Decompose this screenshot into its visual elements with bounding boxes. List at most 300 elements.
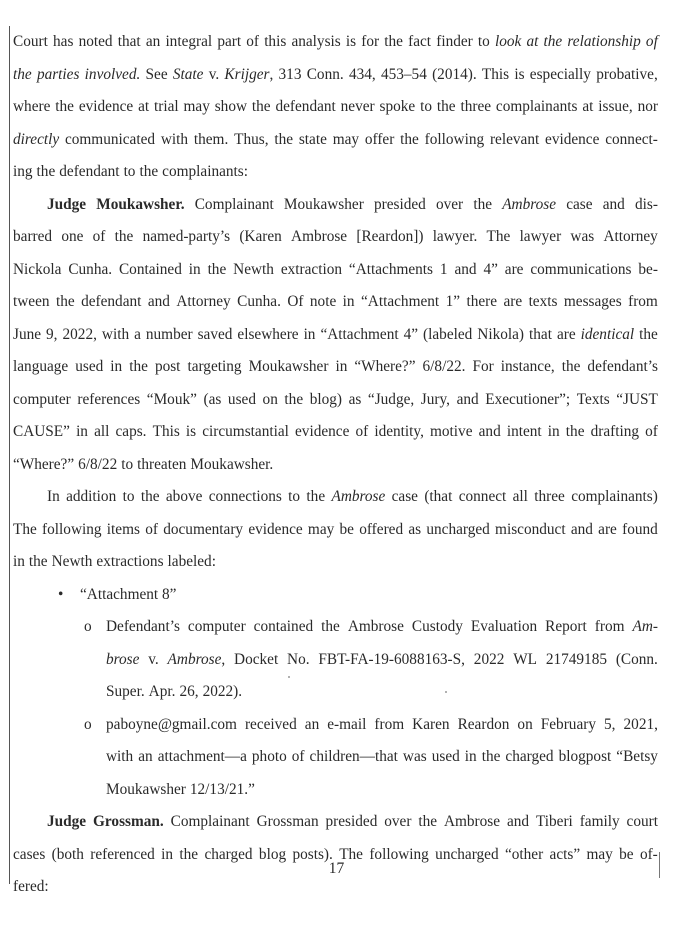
word: that [529, 325, 552, 343]
text-line [13, 422, 658, 455]
text-line [13, 97, 658, 130]
word: Jury, [420, 390, 450, 408]
word: case [566, 195, 593, 213]
word: where [13, 98, 51, 115]
word: “Where?” [354, 358, 416, 375]
word: one [61, 228, 84, 245]
word: are [503, 293, 523, 310]
word: parties [36, 65, 80, 83]
word: connect [458, 488, 507, 505]
word: was [570, 228, 595, 245]
word: of [92, 228, 106, 245]
word: complainants) [571, 488, 658, 505]
word: Grossman [256, 813, 319, 830]
word: has [53, 33, 74, 50]
word: may [307, 520, 335, 538]
word: 4” [403, 325, 419, 343]
word: analysis [291, 33, 341, 50]
page-number: 17 [328, 860, 345, 877]
word: lawyer. [432, 228, 478, 245]
document-body [13, 32, 658, 910]
text-line [13, 292, 658, 325]
word: the [140, 488, 160, 505]
word: evidence [545, 130, 600, 148]
scan-speck [288, 676, 290, 678]
word: 4” [483, 260, 498, 278]
word: saved [197, 325, 233, 343]
word: trial [153, 98, 179, 115]
word: in [335, 358, 348, 375]
text-line [13, 455, 658, 488]
text-line [13, 357, 658, 390]
word: at [582, 98, 594, 115]
word: fact [408, 33, 432, 50]
word: on [517, 715, 533, 733]
word: Nickola [13, 260, 62, 278]
word: of [291, 748, 305, 765]
word: 453–54 [380, 65, 427, 83]
word: Moukawsher [106, 780, 186, 798]
word: named-party’s [142, 228, 231, 245]
word: all [512, 488, 528, 505]
word: note [309, 293, 337, 310]
word: in [13, 553, 25, 570]
word: Custody [411, 618, 463, 635]
word: 9, [46, 325, 58, 343]
word: three [460, 98, 492, 115]
word: following [369, 845, 429, 863]
word: paboyne@gmail.com [106, 715, 237, 733]
word: in [547, 423, 560, 440]
word: relationship [567, 33, 641, 50]
word: 6/8/22 [78, 455, 118, 473]
word: “JUST [616, 390, 658, 408]
word: CAUSE” [13, 423, 70, 440]
word: Ambrose [291, 228, 348, 245]
word: the [400, 130, 419, 148]
word: The [339, 845, 363, 863]
word: referenced [90, 845, 155, 863]
word: the [565, 423, 585, 440]
word: Complainant [194, 195, 274, 213]
word: in [342, 293, 355, 310]
word: 1” [445, 293, 461, 310]
word: complainants: [162, 163, 248, 180]
word: “Attachments [348, 260, 434, 278]
word: WL [513, 650, 537, 668]
word: and [454, 260, 477, 278]
word: Texts [576, 390, 610, 408]
word: directly [13, 130, 60, 148]
word: was [402, 748, 427, 765]
word: an [304, 715, 320, 733]
word: offered [359, 520, 404, 538]
paragraph-ambrose-connections [13, 487, 658, 585]
word: may [586, 845, 613, 863]
word: an [145, 33, 161, 50]
word: See [145, 65, 168, 83]
word: evidence [78, 98, 134, 115]
word: at [526, 33, 539, 50]
word: connections [208, 488, 282, 505]
word: Moukawsher. [96, 195, 185, 213]
word: the [274, 130, 294, 148]
word: a [134, 325, 141, 343]
word: the [28, 553, 48, 570]
word: misconduct [495, 520, 566, 538]
word: and [456, 390, 479, 408]
sub-item-email [13, 715, 658, 813]
word: Nikola) [477, 325, 525, 343]
word: attachment—a [157, 748, 247, 765]
word: to [420, 98, 432, 115]
word: ing [13, 163, 33, 180]
word: brose [106, 650, 140, 668]
word: following [424, 130, 485, 148]
word: motive [430, 423, 473, 440]
word: to [288, 488, 301, 505]
bullet-text: “Attachment 8” [80, 585, 177, 603]
left-margin-rule [9, 26, 10, 884]
word: lawyer [519, 228, 562, 245]
text-line [13, 650, 658, 683]
word: Ambrose [347, 618, 404, 635]
word: addition [66, 488, 117, 505]
word: “other [504, 845, 544, 863]
word: for [361, 33, 380, 50]
word: court [626, 813, 658, 830]
word: the [55, 293, 75, 310]
word: be [619, 845, 634, 863]
word: the [55, 98, 74, 115]
word: probative, [596, 65, 658, 83]
word: 2022, [62, 325, 97, 343]
word: acts” [549, 845, 581, 863]
word: uncharged [435, 845, 499, 863]
word: Super. [106, 683, 145, 700]
word: complainants [495, 98, 578, 115]
word: used [227, 390, 256, 408]
word: the [321, 618, 340, 635]
word: (labeled [423, 325, 473, 343]
word: elsewhere [237, 325, 299, 343]
word: Judge [47, 813, 87, 830]
word: Evaluation [470, 618, 538, 635]
word: used [431, 748, 460, 765]
word: tween [13, 293, 50, 310]
word: 6/8/22. [422, 358, 466, 375]
word: defendant [275, 98, 336, 115]
word: spoke [379, 98, 416, 115]
word: intent [506, 423, 542, 440]
word: posts). [292, 845, 333, 863]
word: Apr. [148, 683, 176, 700]
word: The [486, 228, 511, 245]
word: in [464, 748, 477, 765]
word: Moukawsher [248, 358, 329, 375]
word: items [106, 520, 140, 538]
word: found [622, 520, 658, 538]
word: FBT-FA-19-6088163-S, [318, 650, 465, 668]
word: of [246, 33, 260, 50]
word: be- [638, 260, 658, 278]
word: (Karen [239, 228, 282, 245]
word: texts [528, 293, 558, 310]
word: Conn. [306, 65, 344, 83]
word: the [207, 260, 227, 278]
word: this [264, 33, 287, 50]
sub-bullet-glyph: o [84, 715, 92, 733]
word: that [117, 33, 141, 50]
word: is [185, 423, 197, 440]
word: The [13, 520, 37, 538]
word: (both [51, 845, 84, 863]
word: threaten [137, 455, 187, 473]
word: the [639, 325, 658, 343]
word: (2014). [432, 65, 477, 83]
word: 1 [439, 260, 448, 278]
word: to [121, 455, 134, 473]
word: language [13, 358, 69, 375]
text-line [13, 682, 658, 715]
word: charged [204, 845, 253, 863]
word: the [251, 98, 271, 115]
word: cases [13, 845, 46, 863]
word: finder [436, 33, 473, 50]
word: blogpost [558, 748, 612, 765]
word: above [165, 488, 203, 505]
word: are [556, 325, 576, 343]
word: dis- [634, 195, 658, 213]
word: children—that [309, 748, 398, 765]
word: “Mouk” [146, 390, 197, 408]
word: This [481, 65, 510, 83]
word: Cunha. [68, 260, 113, 278]
word: Attorney [176, 293, 231, 310]
word: the [543, 33, 563, 50]
word: 5, [604, 715, 616, 733]
word: of [645, 423, 658, 440]
word: the [114, 228, 134, 245]
text-line [13, 390, 658, 423]
word: fered: [13, 878, 49, 895]
word: evidence [248, 520, 303, 538]
word: in [188, 260, 201, 278]
word: is [345, 33, 357, 50]
scan-speck [445, 691, 447, 693]
word: [Reardon]) [356, 228, 424, 245]
word: to [122, 488, 135, 505]
word: and [506, 813, 530, 830]
word: state [298, 130, 327, 148]
word: look [494, 33, 522, 50]
word: received [244, 715, 297, 733]
word: Contained [118, 260, 182, 278]
word: Attorney [603, 228, 658, 245]
word: Karen [412, 715, 450, 733]
word: part [217, 33, 242, 50]
word: used [75, 358, 104, 375]
word: messages [563, 293, 622, 310]
word: defendant [81, 293, 142, 310]
word: e-mail [327, 715, 367, 733]
word: from [594, 618, 625, 635]
word: v. [148, 650, 159, 668]
word: the [284, 390, 304, 408]
word: to [477, 33, 490, 50]
word: Court [13, 33, 48, 50]
word: the [384, 33, 403, 50]
text-line [13, 520, 658, 553]
bullet-glyph: • [58, 585, 64, 603]
word: the [36, 163, 56, 180]
word: Report [545, 618, 587, 635]
word: all [94, 423, 110, 440]
word: and [570, 520, 593, 538]
word: 2021, [623, 715, 658, 733]
word: labeled: [167, 553, 216, 570]
word: Ambrose [502, 195, 557, 213]
word: be [339, 520, 354, 538]
word: extraction [280, 260, 343, 278]
word: charged [505, 748, 554, 765]
text-line [13, 812, 658, 845]
text-line [13, 130, 658, 163]
word: noted [78, 33, 113, 50]
word: over [435, 195, 464, 213]
word: following [42, 520, 102, 538]
word: v. [208, 65, 220, 83]
word: especially [529, 65, 591, 83]
bullet-item-attachment-8 [13, 585, 658, 618]
word: presided [373, 195, 426, 213]
word: issue, [598, 98, 633, 115]
word: with [101, 325, 130, 343]
text-line [13, 195, 658, 228]
word: post [154, 358, 181, 375]
word: drafting [590, 423, 640, 440]
word: caps. [115, 423, 147, 440]
word: contained [253, 618, 314, 635]
word: No. [287, 650, 310, 668]
word: 434, [348, 65, 376, 83]
word: in [110, 358, 123, 375]
word: relevant [489, 130, 540, 148]
word: 313 [278, 65, 302, 83]
word: Judge [47, 195, 87, 213]
word: the [306, 488, 326, 505]
word: may [183, 98, 210, 115]
word: family [579, 813, 620, 830]
word: barred [13, 228, 53, 245]
word: Am- [632, 618, 658, 635]
paragraph-judge-moukawsher [13, 195, 658, 488]
word: in [161, 845, 174, 863]
word: (Conn. [615, 650, 658, 668]
word: from [628, 293, 658, 310]
word: references [77, 390, 141, 408]
word: never [340, 98, 375, 115]
word: identity, [374, 423, 424, 440]
word: at [138, 98, 150, 115]
word: nor [637, 98, 658, 115]
word: on [262, 390, 278, 408]
text-line [13, 487, 658, 520]
text-line [13, 325, 658, 358]
word: Of [287, 293, 304, 310]
word: (that [424, 488, 453, 505]
word: as [348, 390, 362, 408]
word: them. [193, 130, 229, 148]
word: to [123, 163, 136, 180]
word: the [561, 358, 581, 375]
word: are [504, 260, 524, 278]
word: defendant [59, 163, 120, 180]
word: In [47, 488, 60, 505]
word: 2022 [473, 650, 505, 668]
word: defendant’s [587, 358, 658, 375]
word: “Attachment [361, 293, 440, 310]
word: identical [580, 325, 635, 343]
word: (as [203, 390, 222, 408]
word: Tiberi [535, 813, 573, 830]
word: over [384, 813, 412, 830]
word: the [473, 195, 493, 213]
word: Ambrose [443, 813, 501, 830]
word: as [408, 520, 422, 538]
text-line [13, 260, 658, 293]
word: Newth [51, 553, 93, 570]
word: Thus, [234, 130, 269, 148]
word: photo [251, 748, 287, 765]
word: For [472, 358, 494, 375]
text-line [13, 617, 658, 650]
word: case [391, 488, 418, 505]
word: Complainant [170, 813, 250, 830]
word: 2022). [202, 683, 243, 700]
word: Ambrose [331, 488, 386, 505]
word: an [138, 748, 153, 765]
word: may [332, 130, 360, 148]
word: “Judge, [367, 390, 415, 408]
word: Executioner”; [485, 390, 571, 408]
word: 12/13/21.” [189, 780, 255, 798]
word: computer [13, 390, 71, 408]
text-line [13, 877, 658, 910]
word: offer [364, 130, 395, 148]
word: with [106, 748, 134, 765]
text-line [13, 715, 658, 748]
word: the [139, 163, 159, 180]
word: involved. [84, 65, 141, 83]
word: there [466, 293, 498, 310]
word: uncharged [426, 520, 490, 538]
word: Defendant’s [106, 618, 180, 635]
word: and [602, 195, 625, 213]
word: and [478, 423, 501, 440]
word: the [436, 98, 456, 115]
word: blog [258, 845, 287, 863]
word: State [172, 65, 204, 83]
word: integral [165, 33, 213, 50]
word: Moukawsher [283, 195, 364, 213]
sub-bullet-glyph: o [84, 618, 92, 635]
word: show [214, 98, 248, 115]
word: “Betsy [616, 748, 658, 765]
word: evidence [295, 423, 350, 440]
word: in [76, 423, 88, 440]
word: “Where?” [13, 455, 75, 473]
